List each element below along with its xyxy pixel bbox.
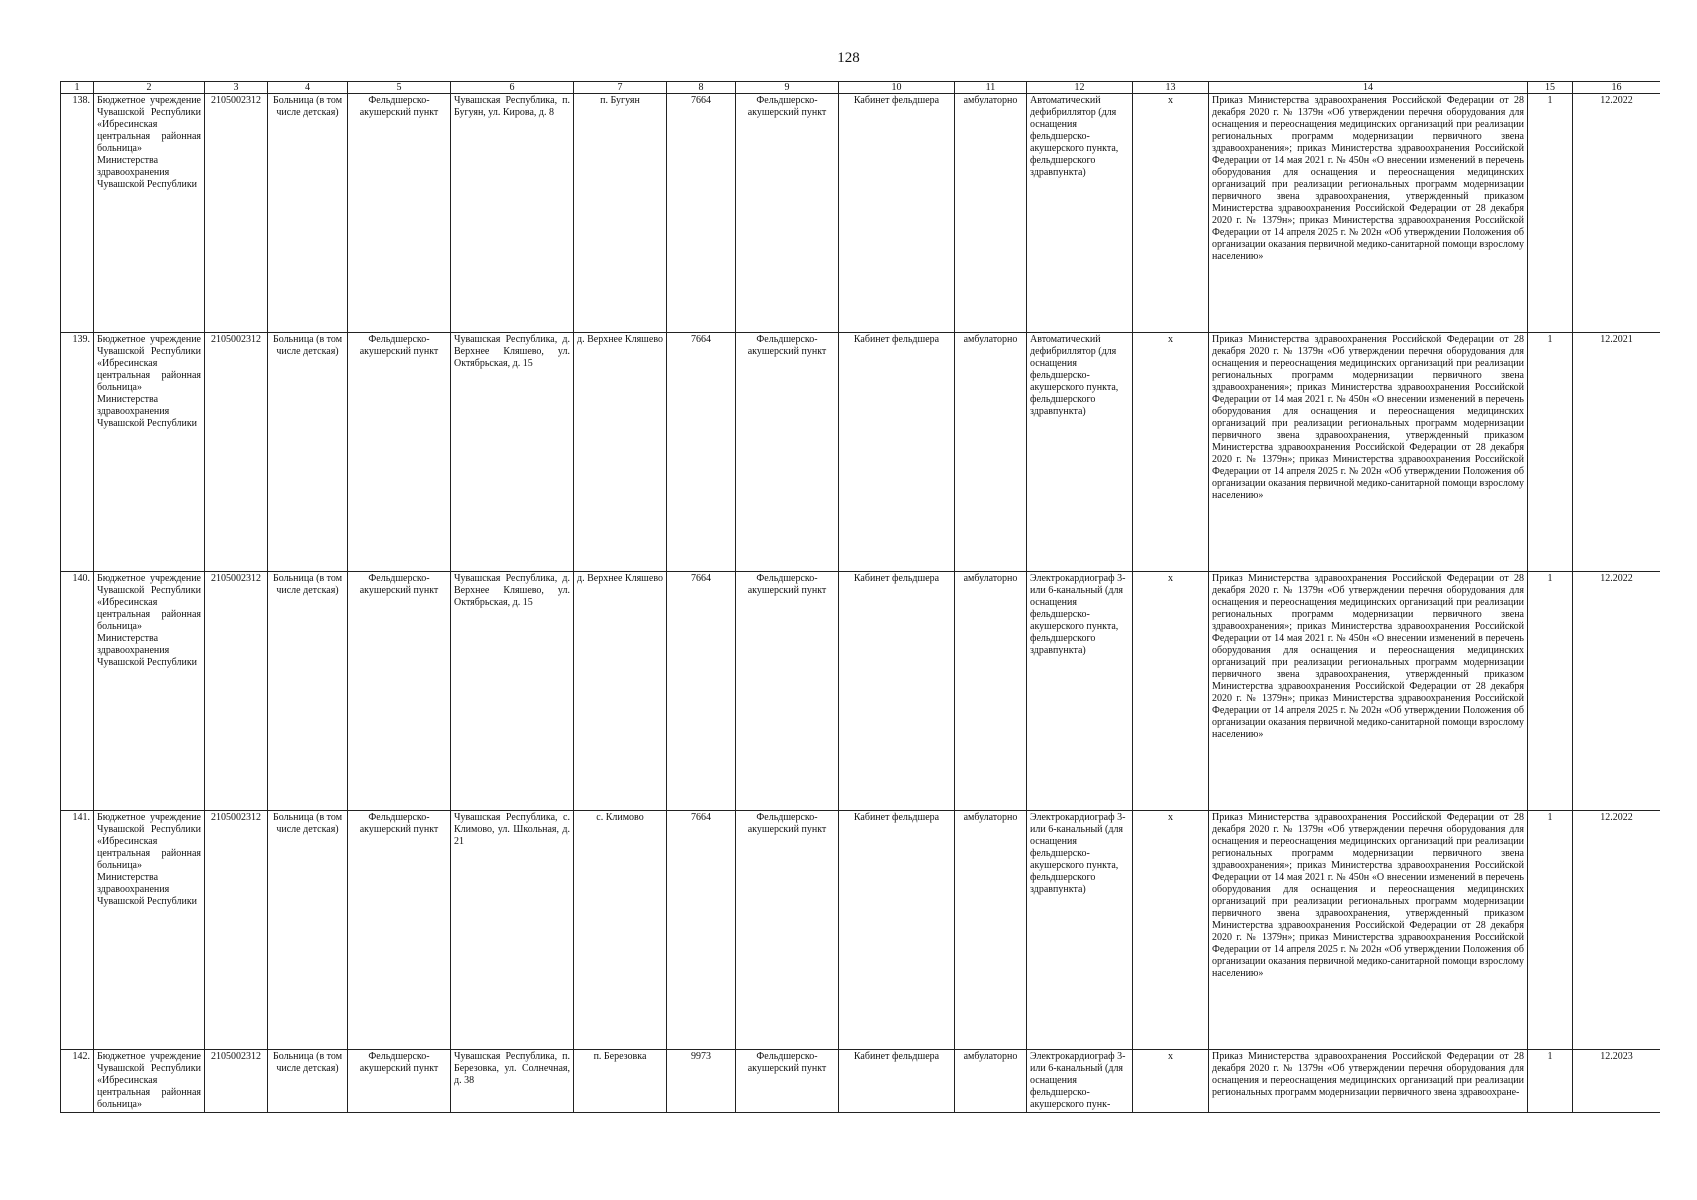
column-number: 9 bbox=[736, 82, 839, 94]
code-cell: 7664 bbox=[667, 333, 736, 572]
care-form-cell: амбулаторно bbox=[955, 333, 1027, 572]
locality-cell: с. Климово bbox=[574, 811, 667, 1050]
quantity-cell: 1 bbox=[1528, 811, 1573, 1050]
institution-type-cell: Больница (в том числе детская) bbox=[268, 572, 348, 811]
address-cell: Чувашская Республика, п. Бугуян, ул. Кирова, д. 8 bbox=[451, 94, 574, 333]
equipment-cell: Автоматический дефибриллятор (для оснащения фельдшерско-акушерского пункта, фельдшерского здравпункта) bbox=[1027, 333, 1133, 572]
mark-cell: x bbox=[1133, 333, 1209, 572]
row-number: 138. bbox=[61, 94, 94, 333]
table-row bbox=[61, 572, 1661, 811]
date-cell: 12.2022 bbox=[1573, 811, 1661, 1050]
column-number: 12 bbox=[1027, 82, 1133, 94]
column-number: 11 bbox=[955, 82, 1027, 94]
column-number: 1 bbox=[61, 82, 94, 94]
organization-cell: Бюджетное учреждение Чувашской Республики «Ибресинская центральная районная больница» bbox=[94, 1050, 205, 1113]
address-cell: Чувашская Республика, п. Березовка, ул. Солнечная, д. 38 bbox=[451, 1050, 574, 1113]
institution-type-cell: Больница (в том числе детская) bbox=[268, 94, 348, 333]
institution-type-cell: Больница (в том числе детская) bbox=[268, 1050, 348, 1113]
organization-cell: Бюджетное учреждение Чувашской Республики «Ибресинская центральная районная больница» Министерства здравоохранения Чувашской Республики bbox=[94, 811, 205, 1050]
room-cell: Кабинет фельдшера bbox=[839, 94, 955, 333]
date-cell: 12.2021 bbox=[1573, 333, 1661, 572]
unit-cell: Фельдшерско-акушерский пункт bbox=[736, 1050, 839, 1113]
address-cell: Чувашская Республика, д. Верхнее Кляшево, ул. Октябрьская, д. 15 bbox=[451, 333, 574, 572]
quantity-cell: 1 bbox=[1528, 572, 1573, 811]
legal-basis-cell: Приказ Министерства здравоохранения Российской Федерации от 28 декабря 2020 г. № 1379н «Об утверждении перечня оборудования для оснащения и переоснащения медицинских организаций при реализации региональных программ модернизации первичного звена здравоохране- bbox=[1209, 1050, 1528, 1113]
subdivision-cell: Фельдшерско-акушерский пункт bbox=[348, 333, 451, 572]
row-number: 142. bbox=[61, 1050, 94, 1113]
legal-basis-cell: Приказ Министерства здравоохранения Российской Федерации от 28 декабря 2020 г. № 1379н «Об утверждении перечня оборудования для оснащения и переоснащения медицинских организаций при реализации региональных программ модернизации первичного звена здравоохранения»; приказ Министерства здравоохранения Российской Федерации от 14 мая 2021 г. № 450н «О внесении изменений в перечень оборудования для оснащения и переоснащения медицинских организаций при реализации региональных программ модернизации первичного звена здравоохранения, утвержденный приказом Министерства здравоохранения Российской Федерации от 28 декабря 2020 г. № 1379н»; приказ Министерства здравоохранения Российской Федерации от 14 апреля 2025 г. № 202н «Об утверждении Положения об организации оказания первичной медико-санитарной помощи взрослому населению» bbox=[1209, 333, 1528, 572]
column-number: 6 bbox=[451, 82, 574, 94]
register-table bbox=[60, 81, 1660, 1113]
inn-cell: 2105002312 bbox=[205, 811, 268, 1050]
organization-cell: Бюджетное учреждение Чувашской Республики «Ибресинская центральная районная больница» Министерства здравоохранения Чувашской Республики bbox=[94, 572, 205, 811]
subdivision-cell: Фельдшерско-акушерский пункт bbox=[348, 94, 451, 333]
legal-basis-cell: Приказ Министерства здравоохранения Российской Федерации от 28 декабря 2020 г. № 1379н «Об утверждении перечня оборудования для оснащения и переоснащения медицинских организаций при реализации региональных программ модернизации первичного звена здравоохранения»; приказ Министерства здравоохранения Российской Федерации от 14 мая 2021 г. № 450н «О внесении изменений в перечень оборудования для оснащения и переоснащения медицинских организаций при реализации региональных программ модернизации первичного звена здравоохранения, утвержденный приказом Министерства здравоохранения Российской Федерации от 28 декабря 2020 г. № 1379н»; приказ Министерства здравоохранения Российской Федерации от 14 апреля 2025 г. № 202н «Об утверждении Положения об организации оказания первичной медико-санитарной помощи взрослому населению» bbox=[1209, 572, 1528, 811]
column-number: 8 bbox=[667, 82, 736, 94]
table-row bbox=[61, 1050, 1661, 1113]
unit-cell: Фельдшерско-акушерский пункт bbox=[736, 811, 839, 1050]
institution-type-cell: Больница (в том числе детская) bbox=[268, 811, 348, 1050]
institution-type-cell: Больница (в том числе детская) bbox=[268, 333, 348, 572]
column-number: 2 bbox=[94, 82, 205, 94]
locality-cell: д. Верхнее Кляшево bbox=[574, 572, 667, 811]
address-cell: Чувашская Республика, д. Верхнее Кляшево, ул. Октябрьская, д. 15 bbox=[451, 572, 574, 811]
equipment-cell: Автоматический дефибриллятор (для оснащения фельдшерско-акушерского пункта, фельдшерского здравпункта) bbox=[1027, 94, 1133, 333]
inn-cell: 2105002312 bbox=[205, 572, 268, 811]
locality-cell: п. Бугуян bbox=[574, 94, 667, 333]
column-number: 5 bbox=[348, 82, 451, 94]
row-number: 141. bbox=[61, 811, 94, 1050]
table-row bbox=[61, 94, 1661, 333]
inn-cell: 2105002312 bbox=[205, 94, 268, 333]
unit-cell: Фельдшерско-акушерский пункт bbox=[736, 572, 839, 811]
equipment-cell: Электрокардиограф 3- или 6-канальный (для оснащения фельдшерско-акушерского пункта, фельдшерского здравпункта) bbox=[1027, 572, 1133, 811]
mark-cell: x bbox=[1133, 1050, 1209, 1113]
register-sheet bbox=[60, 81, 1660, 1114]
inn-cell: 2105002312 bbox=[205, 1050, 268, 1113]
row-number: 139. bbox=[61, 333, 94, 572]
unit-cell: Фельдшерско-акушерский пункт bbox=[736, 94, 839, 333]
quantity-cell: 1 bbox=[1528, 94, 1573, 333]
code-cell: 9973 bbox=[667, 1050, 736, 1113]
care-form-cell: амбулаторно bbox=[955, 811, 1027, 1050]
organization-cell: Бюджетное учреждение Чувашской Республики «Ибресинская центральная районная больница» Министерства здравоохранения Чувашской Республики bbox=[94, 94, 205, 333]
column-number: 10 bbox=[839, 82, 955, 94]
care-form-cell: амбулаторно bbox=[955, 1050, 1027, 1113]
column-number: 15 bbox=[1528, 82, 1573, 94]
column-number: 16 bbox=[1573, 82, 1661, 94]
locality-cell: д. Верхнее Кляшево bbox=[574, 333, 667, 572]
mark-cell: x bbox=[1133, 572, 1209, 811]
column-number: 13 bbox=[1133, 82, 1209, 94]
unit-cell: Фельдшерско-акушерский пункт bbox=[736, 333, 839, 572]
table-row bbox=[61, 333, 1661, 572]
room-cell: Кабинет фельдшера bbox=[839, 333, 955, 572]
column-number: 4 bbox=[268, 82, 348, 94]
code-cell: 7664 bbox=[667, 811, 736, 1050]
date-cell: 12.2022 bbox=[1573, 94, 1661, 333]
column-number: 14 bbox=[1209, 82, 1528, 94]
room-cell: Кабинет фельдшера bbox=[839, 811, 955, 1050]
room-cell: Кабинет фельдшера bbox=[839, 572, 955, 811]
locality-cell: п. Березовка bbox=[574, 1050, 667, 1113]
table-row bbox=[61, 811, 1661, 1050]
care-form-cell: амбулаторно bbox=[955, 94, 1027, 333]
code-cell: 7664 bbox=[667, 94, 736, 333]
date-cell: 12.2023 bbox=[1573, 1050, 1661, 1113]
row-number: 140. bbox=[61, 572, 94, 811]
quantity-cell: 1 bbox=[1528, 1050, 1573, 1113]
code-cell: 7664 bbox=[667, 572, 736, 811]
equipment-cell: Электрокардиограф 3- или 6-канальный (для оснащения фельдшерско-акушерского пунк- bbox=[1027, 1050, 1133, 1113]
care-form-cell: амбулаторно bbox=[955, 572, 1027, 811]
page-number: 128 bbox=[837, 50, 860, 66]
room-cell: Кабинет фельдшера bbox=[839, 1050, 955, 1113]
equipment-cell: Электрокардиограф 3- или 6-канальный (для оснащения фельдшерско-акушерского пункта, фельдшерского здравпункта) bbox=[1027, 811, 1133, 1050]
inn-cell: 2105002312 bbox=[205, 333, 268, 572]
column-number: 3 bbox=[205, 82, 268, 94]
mark-cell: x bbox=[1133, 94, 1209, 333]
legal-basis-cell: Приказ Министерства здравоохранения Российской Федерации от 28 декабря 2020 г. № 1379н «Об утверждении перечня оборудования для оснащения и переоснащения медицинских организаций при реализации региональных программ модернизации первичного звена здравоохранения»; приказ Министерства здравоохранения Российской Федерации от 14 мая 2021 г. № 450н «О внесении изменений в перечень оборудования для оснащения и переоснащения медицинских организаций при реализации региональных программ модернизации первичного звена здравоохранения, утвержденный приказом Министерства здравоохранения Российской Федерации от 28 декабря 2020 г. № 1379н»; приказ Министерства здравоохранения Российской Федерации от 14 апреля 2025 г. № 202н «Об утверждении Положения об организации оказания первичной медико-санитарной помощи взрослому населению» bbox=[1209, 94, 1528, 333]
date-cell: 12.2022 bbox=[1573, 572, 1661, 811]
quantity-cell: 1 bbox=[1528, 333, 1573, 572]
column-number-row bbox=[61, 82, 1661, 94]
address-cell: Чувашская Республика, с. Климово, ул. Школьная, д. 21 bbox=[451, 811, 574, 1050]
legal-basis-cell: Приказ Министерства здравоохранения Российской Федерации от 28 декабря 2020 г. № 1379н «Об утверждении перечня оборудования для оснащения и переоснащения медицинских организаций при реализации региональных программ модернизации первичного звена здравоохранения»; приказ Министерства здравоохранения Российской Федерации от 14 мая 2021 г. № 450н «О внесении изменений в перечень оборудования для оснащения и переоснащения медицинских организаций при реализации региональных программ модернизации первичного звена здравоохранения, утвержденный приказом Министерства здравоохранения Российской Федерации от 28 декабря 2020 г. № 1379н»; приказ Министерства здравоохранения Российской Федерации от 14 апреля 2025 г. № 202н «Об утверждении Положения об организации оказания первичной медико-санитарной помощи взрослому населению» bbox=[1209, 811, 1528, 1050]
subdivision-cell: Фельдшерско-акушерский пункт bbox=[348, 572, 451, 811]
column-number: 7 bbox=[574, 82, 667, 94]
organization-cell: Бюджетное учреждение Чувашской Республики «Ибресинская центральная районная больница» Министерства здравоохранения Чувашской Республики bbox=[94, 333, 205, 572]
subdivision-cell: Фельдшерско-акушерский пункт bbox=[348, 1050, 451, 1113]
mark-cell: x bbox=[1133, 811, 1209, 1050]
subdivision-cell: Фельдшерско-акушерский пункт bbox=[348, 811, 451, 1050]
